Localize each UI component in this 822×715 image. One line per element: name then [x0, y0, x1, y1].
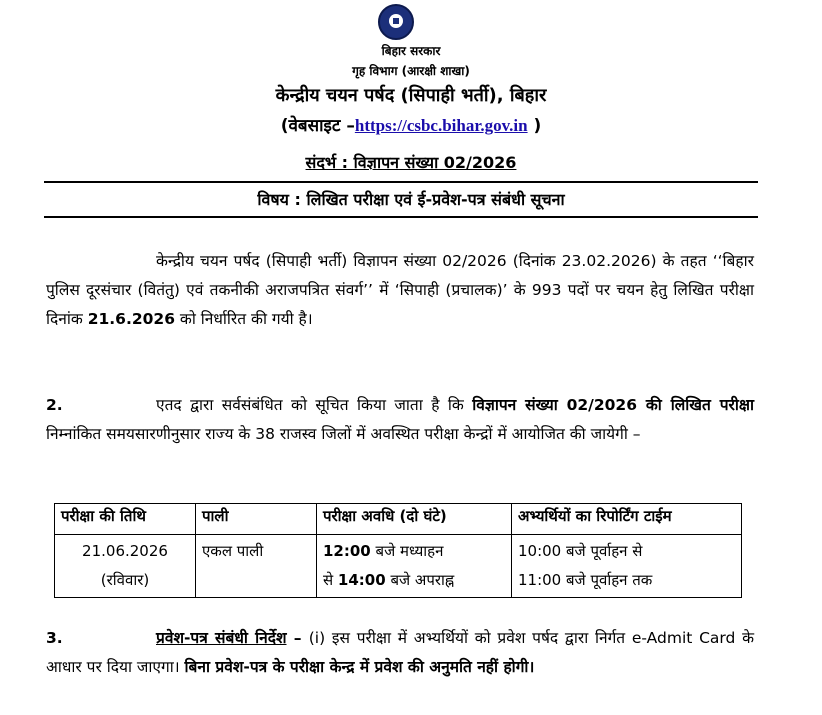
website-line [0, 113, 822, 136]
cell-shift: एकल पाली [196, 535, 317, 598]
paragraph-2 [46, 391, 754, 449]
exam-date: 21.6.2026 [87, 310, 175, 328]
website-suffix: ) [533, 116, 542, 136]
cell-duration [317, 535, 512, 598]
para3-heading: प्रवेश-पत्र संबंधी निर्देश [156, 629, 287, 647]
exam-date-value: 21.06.2026 [82, 542, 168, 560]
end-text: बजे अपराह्न [385, 571, 455, 589]
divider-bottom [44, 216, 758, 218]
para3-number: 3. [46, 629, 63, 647]
government-emblem-icon [378, 4, 414, 40]
start-text: बजे मध्याहन [370, 542, 444, 560]
paragraph-3 [46, 624, 754, 682]
table-header-row [55, 504, 742, 535]
para3-bold: बिना प्रवेश-पत्र के परीक्षा केन्द्र में प्रवेश की अनुमति नहीं होगी। [184, 658, 535, 676]
para3-text-a: (i) इस परीक्षा में अभ्यर्थियों को प्रवेश पर्षद द्वारा निर्गत e-Admit Card के आधार पर दिया जाएगा। [46, 629, 755, 676]
header-duration: परीक्षा अवधि (दो घंटे) [317, 504, 512, 535]
para1-text-b: को निर्धारित की गयी है। [174, 310, 313, 328]
header-exam-date: परीक्षा की तिथि [55, 504, 196, 535]
para1-text-a: केन्द्रीय चयन पर्षद (सिपाही भर्ती) विज्ञापन संख्या 02/2026 (दिनांक 23.02.2026) के तहत ‘‘बिहार पुलिस दूरसंचार (वितंतु) एवं तकनीकी अराजपत्रित संवर्ग’’ में ‘सिपाही (प्रचालक)’ के 993 पदों पर चयन हेतु लिखित परीक्षा दिनांक [46, 252, 754, 328]
exam-schedule-table [54, 503, 742, 598]
reference-line: संदर्भ : विज्ञापन संख्या 02/2026 [305, 153, 517, 172]
para2-number: 2. [46, 396, 63, 414]
header-shift: पाली [196, 504, 317, 535]
organization-name: केन्द्रीय चयन पर्षद (सिपाही भर्ती), बिहार [275, 85, 547, 106]
website-link[interactable]: https://csbc.bihar.gov.in [354, 116, 528, 135]
subject-line: विषय : लिखित परीक्षा एवं ई-प्रवेश-पत्र संबंधी सूचना [257, 190, 565, 209]
website-prefix: (वेबसाइट – [280, 116, 355, 136]
cell-reporting [512, 535, 742, 598]
reporting-line-2: 11:00 बजे पूर्वाहन तक [518, 571, 653, 589]
government-name: बिहार सरकार [381, 44, 441, 58]
paragraph-1 [46, 247, 754, 334]
para2-text-a: एतद द्वारा सर्वसंबंधित को सूचित किया जाता है कि [156, 396, 473, 414]
reporting-line-1: 10:00 बजे पूर्वाहन से [518, 542, 643, 560]
header-reporting-time: अभ्यर्थियों का रिपोर्टिंग टाईम [512, 504, 742, 535]
table-row [55, 535, 742, 598]
divider-top [44, 181, 758, 183]
end-prefix: से [323, 571, 338, 589]
department-name: गृह विभाग (आरक्षी शाखा) [352, 64, 470, 78]
para2-bold: विज्ञापन संख्या 02/2026 की लिखित परीक्षा [472, 396, 754, 414]
exam-day-value: (रविवार) [100, 571, 150, 589]
para3-dash: – [286, 629, 309, 647]
end-time: 14:00 [337, 571, 386, 589]
cell-date [55, 535, 196, 598]
para2-text-b: निम्नांकित समयसारणीनुसार राज्य के 38 राजस्व जिलों में अवस्थित परीक्षा केन्द्रों में आयोजित की जायेगी – [46, 425, 641, 443]
start-time: 12:00 [323, 542, 371, 560]
